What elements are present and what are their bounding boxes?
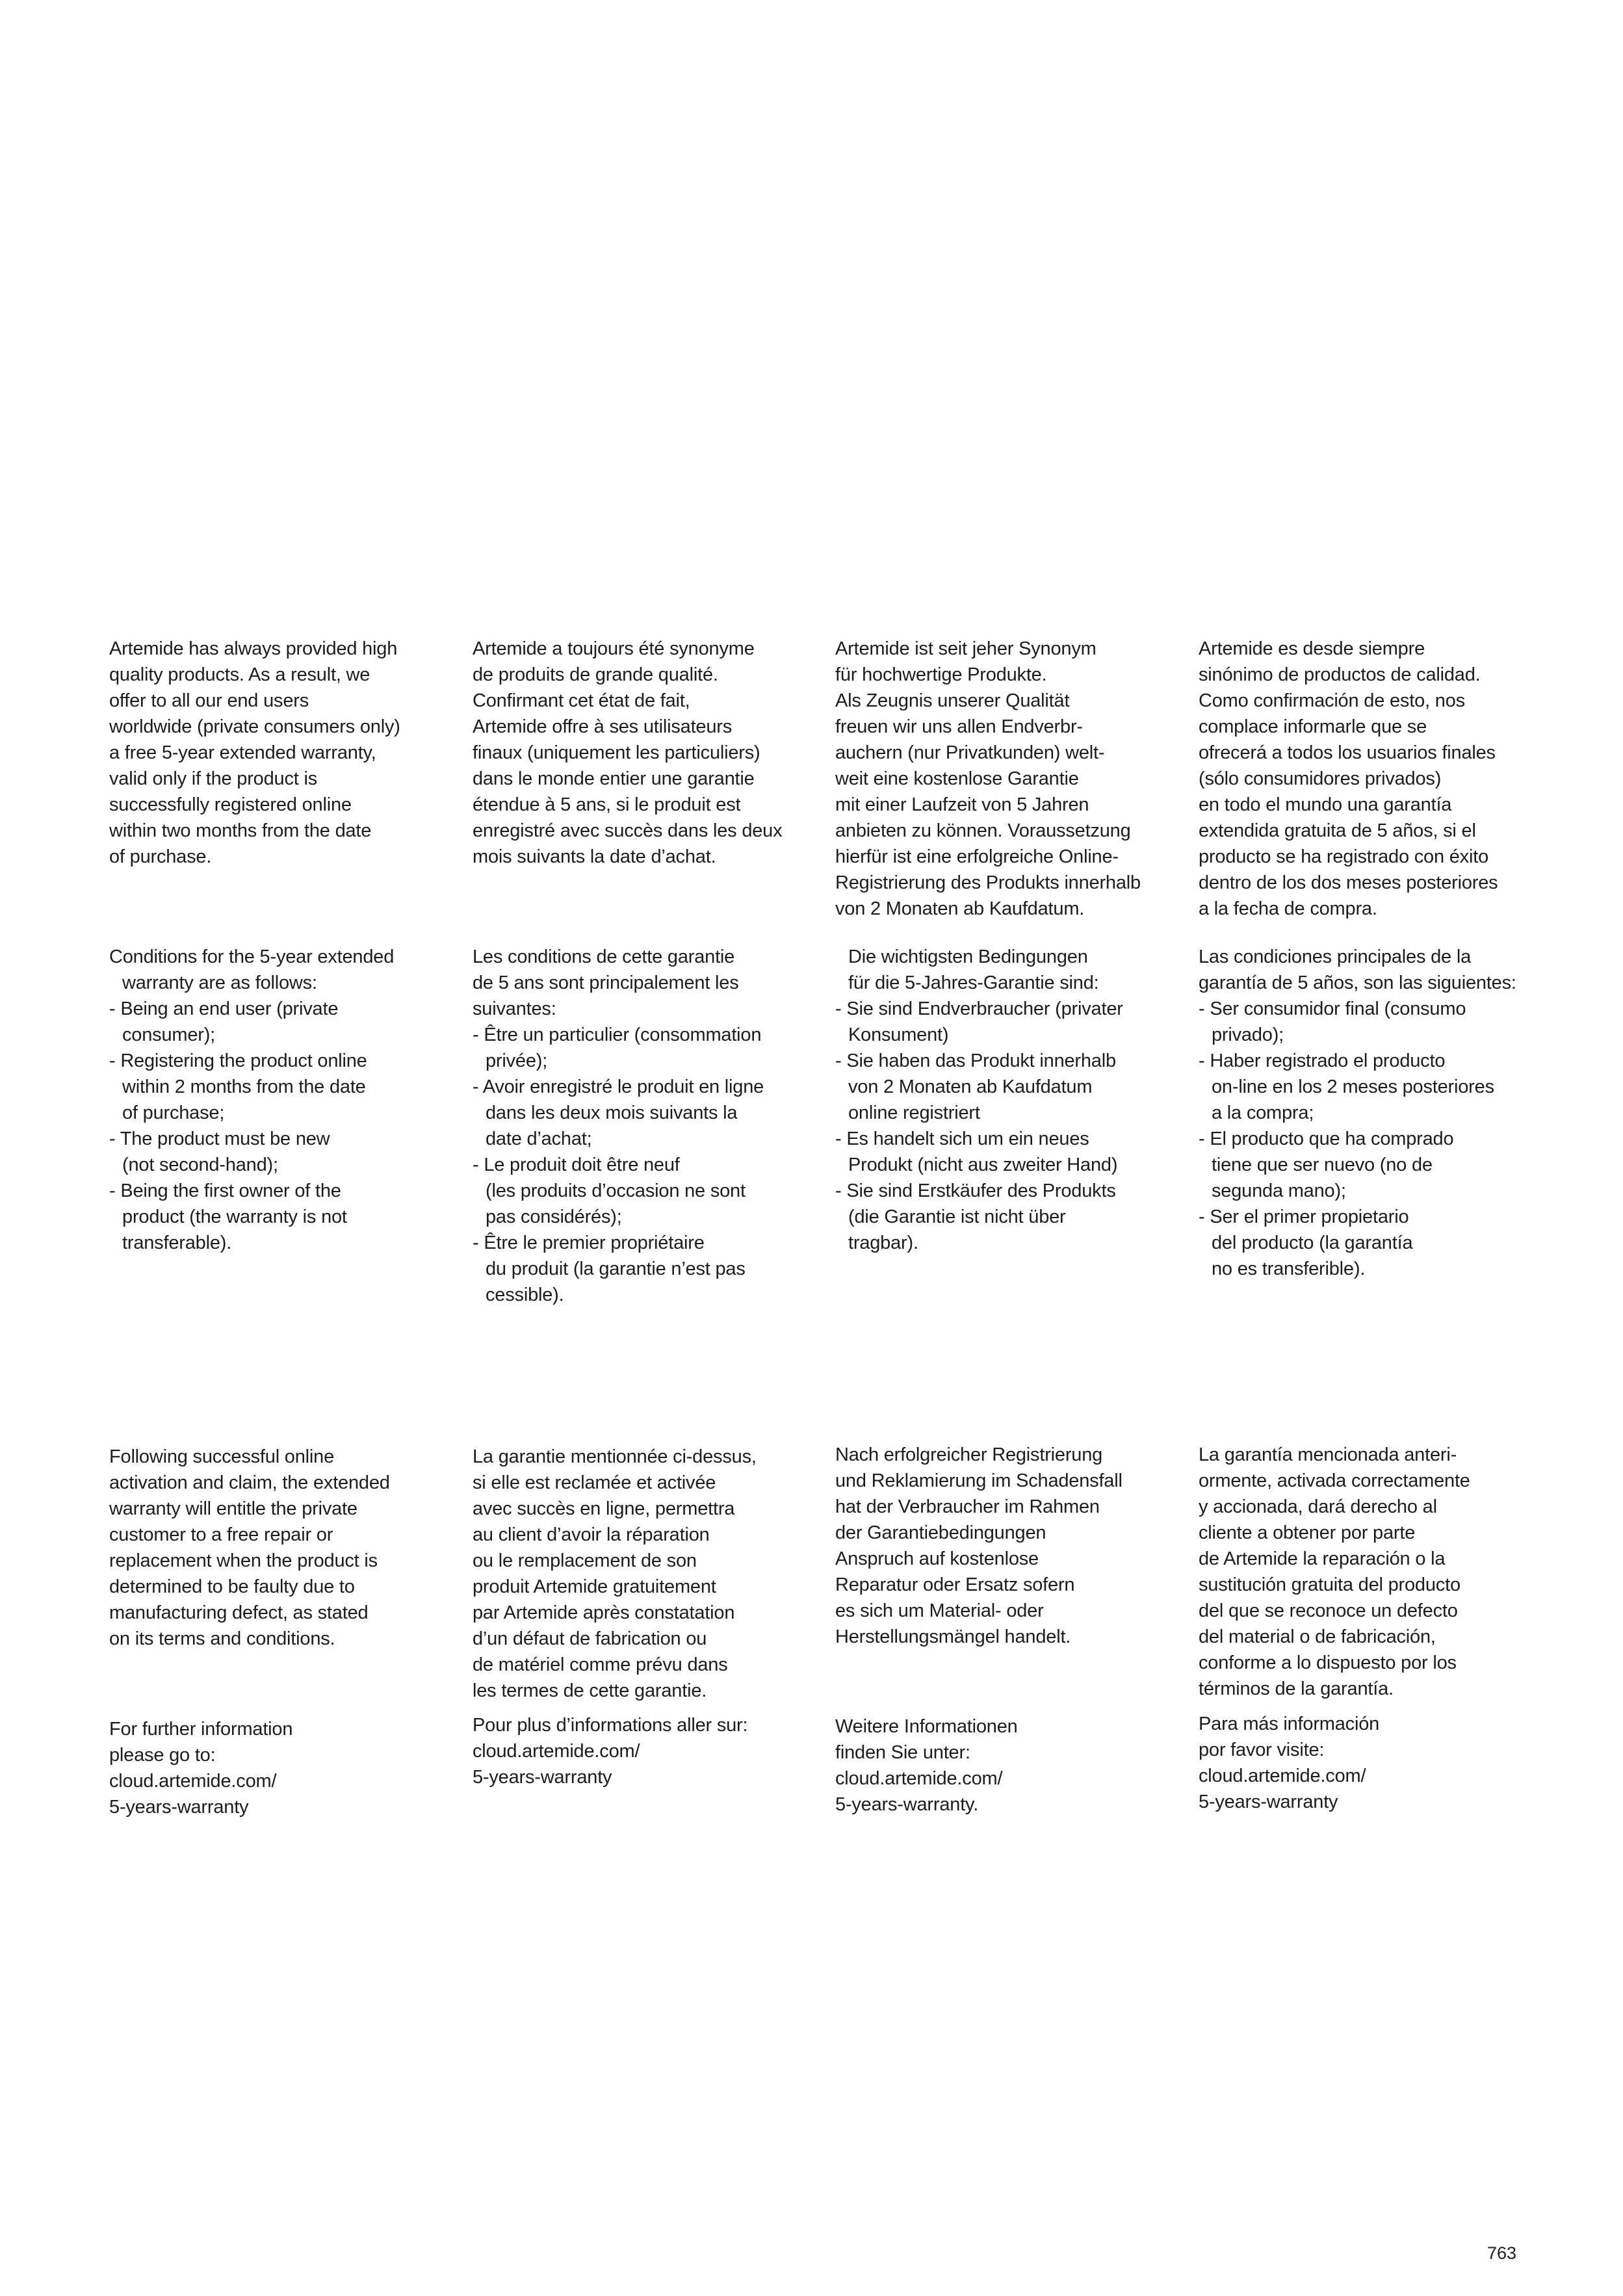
condition-item: - Sie haben das Produkt innerhalb von 2 Monaten ab Kaufdatum online registriert bbox=[835, 1050, 1116, 1123]
claim-de bbox=[835, 1442, 1173, 1650]
more-info-fr bbox=[473, 1712, 811, 1790]
intro-paragraph: Artemide es desde siempre sinónimo de productos de calidad. Como confirmación de esto, nos complace informarle que se ofrecerá a todos los usuarios finales (sólo consumidores privados) en todo el mundo una garantía extendida gratuita de 5 años, si el producto se ha registrado con éxito dentro de los dos meses posteriores a la fecha de compra. bbox=[1199, 638, 1498, 919]
column-en bbox=[109, 636, 447, 870]
warranty-link: cloud.artemide.com/ bbox=[1199, 1766, 1366, 1786]
condition-item: - Le produit doit être neuf (les produits d’occasion ne sont pas considérés); bbox=[473, 1155, 746, 1227]
condition-item: - Être un particulier (consommation privée); bbox=[473, 1024, 762, 1071]
condition-item: - Avoir enregistré le produit en ligne dans les deux mois suivants la date d’achat; bbox=[473, 1076, 764, 1149]
claim-es bbox=[1199, 1442, 1537, 1702]
condition-item: - Haber registrado el producto on-line en los 2 meses posteriores a la compra; bbox=[1199, 1050, 1494, 1123]
conditions-heading: Les conditions de cette garantie de 5 ans sont principalement les suivantes: bbox=[473, 946, 739, 1019]
conditions-heading: Conditions for the 5-year extended warranty are as follows: bbox=[109, 946, 395, 993]
conditions-fr bbox=[473, 944, 811, 1308]
conditions-heading: Die wichtigsten Bedingungen für die 5-Jahres-Garantie sind: bbox=[848, 946, 1099, 993]
more-info-paragraph: Pour plus d’informations aller sur: cloud.artemide.com/ 5-years-warranty bbox=[473, 1712, 811, 1790]
conditions-es bbox=[1199, 944, 1537, 1282]
conditions-heading: Las condiciones principales de la garantía de 5 años, son las siguientes: bbox=[1199, 946, 1516, 993]
warranty-link: cloud.artemide.com/ bbox=[109, 1771, 277, 1792]
condition-item: - Ser el primer propietario del producto (la garantía no es transferible). bbox=[1199, 1207, 1413, 1279]
condition-item: - The product must be new (not second-hand); bbox=[109, 1128, 330, 1175]
claim-en bbox=[109, 1444, 447, 1652]
more-info-en bbox=[109, 1716, 447, 1820]
condition-item: - Sie sind Erstkäufer des Produkts (die Garantie ist nicht über tragbar). bbox=[835, 1181, 1116, 1253]
claim-fr bbox=[473, 1444, 811, 1704]
intro-paragraph: Artemide has always provided high quality products. As a result, we offer to all our end users worldwide (private consumers only) a free 5-year extended warranty, valid only if the product is successfully registered online within two months from the date of purchase. bbox=[109, 638, 400, 867]
warranty-link: cloud.artemide.com/ bbox=[473, 1741, 640, 1762]
condition-item: - Registering the product online within 2 months from the date of purchase; bbox=[109, 1050, 367, 1123]
more-info-paragraph: Weitere Informationen finden Sie unter: cloud.artemide.com/ 5-years-warranty. bbox=[835, 1714, 1173, 1818]
condition-item: - Ser consumidor final (consumo privado); bbox=[1199, 998, 1466, 1045]
claim-paragraph: La garantie mentionnée ci-dessus, si elle est reclamée et activée avec succès en ligne, permettra au client d’avoir la réparation ou le remplacement de son produit Artemide gratuitement par Artemide après constatation d’un défaut de fabrication ou de matériel comme prévu dans les termes de cette garantie. bbox=[473, 1446, 757, 1701]
column-es bbox=[1199, 636, 1537, 922]
conditions-en bbox=[109, 944, 447, 1256]
page-number: 763 bbox=[1487, 2243, 1517, 2263]
column-fr bbox=[473, 636, 811, 870]
claim-paragraph: La garantía mencionada anteri- ormente, activada correctamente y accionada, dará derecho al cliente a obtener por parte de Artemide la reparación o la sustitución gratuita del producto del que se reconoce un defecto del material o de fabricación, conforme a lo dispuesto por los términos de la garantía. bbox=[1199, 1444, 1470, 1699]
more-info-de bbox=[835, 1714, 1173, 1818]
more-info-es bbox=[1199, 1711, 1537, 1815]
claim-paragraph: Following successful online activation and claim, the extended warranty will entitle the private customer to a free repair or replacement when the product is determined to be faulty due to manufacturing defect, as stated on its terms and conditions. bbox=[109, 1446, 390, 1649]
conditions-de bbox=[835, 944, 1173, 1256]
condition-item: - Being the first owner of the product (the warranty is not transferable). bbox=[109, 1181, 347, 1253]
intro-paragraph: Artemide ist seit jeher Synonym für hochwertige Produkte. Als Zeugnis unserer Qualität freuen wir uns allen Endverbr- auchern (nur Privatkunden) welt- weit eine kostenlose Garantie mit einer Laufzeit von 5 Jahren anbieten zu können. Voraussetzung hierfür ist eine erfolgreiche Online- Registrierung des Produkts innerhalb von 2 Monaten ab Kaufdatum. bbox=[835, 638, 1141, 919]
condition-item: - El producto que ha comprado tiene que ser nuevo (no de segunda mano); bbox=[1199, 1128, 1454, 1201]
warranty-link: cloud.artemide.com/ bbox=[835, 1768, 1003, 1789]
condition-item: - Être le premier propriétaire du produit (la garantie n’est pas cessible). bbox=[473, 1233, 746, 1305]
claim-paragraph: Nach erfolgreicher Registrierung und Reklamierung im Schadensfall hat der Verbraucher im Rahmen der Garantiebedingungen Anspruch auf kostenlose Reparatur oder Ersatz sofern es sich um Material- oder Herstellungsmängel handelt. bbox=[835, 1444, 1123, 1647]
more-info-paragraph: For further information please go to: cloud.artemide.com/ 5-years-warranty bbox=[109, 1716, 447, 1820]
condition-item: - Es handelt sich um ein neues Produkt (nicht aus zweiter Hand) bbox=[835, 1128, 1118, 1175]
condition-item: - Sie sind Endverbraucher (privater Konsument) bbox=[835, 998, 1123, 1045]
more-info-paragraph: Para más información por favor visite: cloud.artemide.com/ 5-years-warranty bbox=[1199, 1711, 1537, 1815]
intro-paragraph: Artemide a toujours été synonyme de produits de grande qualité. Confirmant cet état de fait, Artemide offre à ses utilisateurs finaux (uniquement les particuliers) dans le monde entier une garantie étendue à 5 ans, si le produit est enregistré avec succès dans les deux mois suivants la date d’achat. bbox=[473, 638, 783, 867]
column-de bbox=[835, 636, 1173, 922]
condition-item: - Being an end user (private consumer); bbox=[109, 998, 339, 1045]
